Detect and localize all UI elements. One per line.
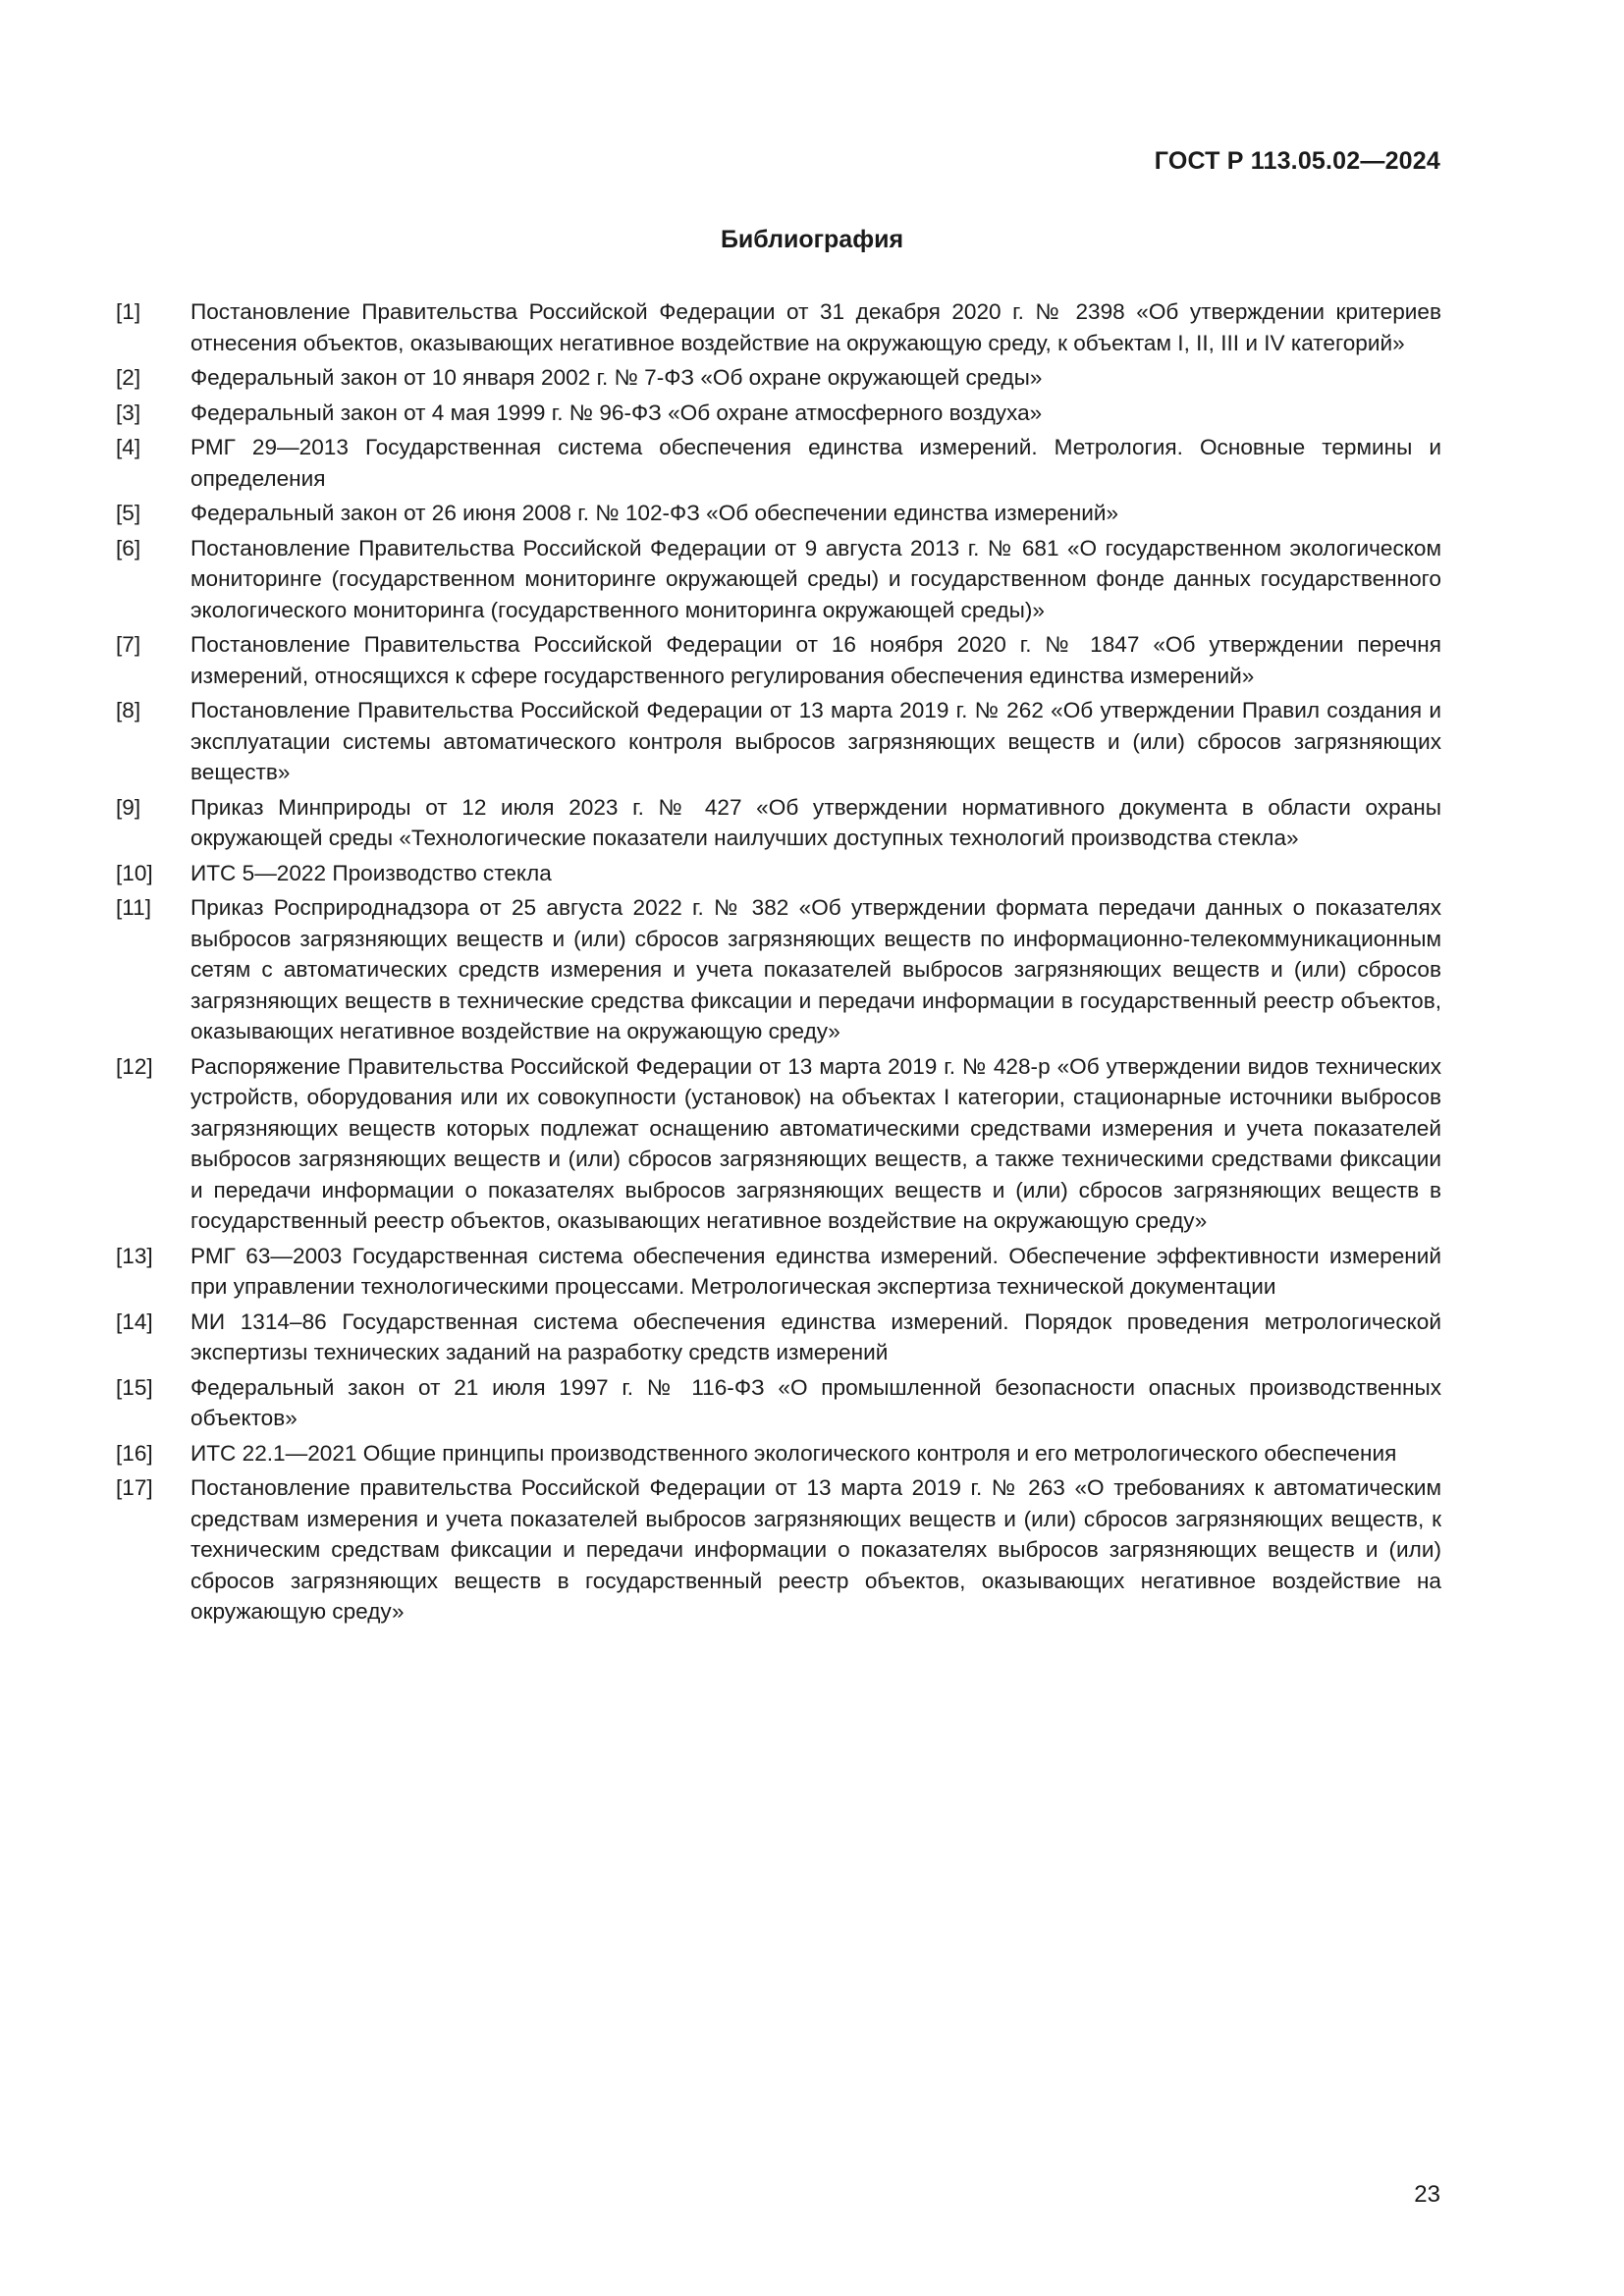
bibliography-item — [116, 1241, 1441, 1303]
reference-number: [9] — [116, 794, 141, 820]
reference-number: [11] — [116, 895, 152, 920]
reference-text: МИ 1314–86 Государственная система обеспечения единства измерений. Порядок проведения метрологической экспертизы технических заданий на разработку средств измерений — [190, 1308, 1441, 1364]
reference-text: Постановление Правительства Российской Федерации от 13 марта 2019 г. № 262 «Об утверждении Правил создания и эксплуатации системы автоматического контроля выбросов загрязняющих веществ и (или) сбросов загрязняющих веществ» — [190, 698, 1441, 784]
reference-number: [12] — [116, 1053, 153, 1079]
bibliography-item — [116, 1372, 1441, 1434]
bibliography-item — [116, 498, 1441, 529]
bibliography-item — [116, 296, 1441, 358]
reference-number: [6] — [116, 535, 141, 561]
reference-number: [8] — [116, 698, 141, 722]
section-title: Библиография — [720, 226, 904, 253]
bibliography-item — [116, 892, 1441, 1047]
reference-number: [15] — [116, 1374, 153, 1400]
reference-number: [7] — [116, 632, 141, 657]
page-number: 23 — [1414, 2181, 1440, 2208]
reference-text: РМГ 63—2003 Государственная система обеспечения единства измерений. Обеспечение эффективности измерений при управлении технологическими процессами. Метрологическая экспертиза технической документации — [190, 1243, 1441, 1299]
reference-text: Федеральный закон от 4 мая 1999 г. № 96-ФЗ «Об охране атмосферного воздуха» — [190, 400, 1043, 425]
reference-number: [10] — [116, 860, 153, 885]
bibliography-item — [116, 858, 1441, 889]
reference-text: ИТС 22.1—2021 Общие принципы производственного экологического контроля и его метрологического обеспечения — [190, 1440, 1397, 1466]
bibliography-list — [116, 296, 1441, 1631]
reference-text: Приказ Росприроднадзора от 25 августа 2022 г. № 382 «Об утверждении формата передачи данных о показателях выбросов загрязняющих веществ и (или) сбросов загрязняющих веществ по информационно-телекоммуникационным сетям с автоматических средств измерения и учета показателей выбросов загрязняющих веществ и (или) сбросов загрязняющих веществ в технические средства фиксации и передачи информации в государственный реестр объектов, оказывающих негативное воздействие на окружающую среду» — [190, 895, 1441, 1043]
reference-text: Распоряжение Правительства Российской Федерации от 13 марта 2019 г. № 428-р «Об утверждении видов технических устройств, оборудования или их совокупности (установок) на объектах I категории, стационарные источники выбросов загрязняющих веществ которых подлежат оснащению автоматическими средствами измерения и учета показателей выбросов загрязняющих веществ и (или) сбросов загрязняющих веществ, а также техническими средствами фиксации и передачи информации о показателях выбросов загрязняющих веществ и (или) сбросов загрязняющих веществ в государственный реестр объектов, оказывающих негативное воздействие на окружающую среду» — [190, 1053, 1441, 1233]
reference-number: [2] — [116, 365, 141, 390]
bibliography-item — [116, 1472, 1441, 1628]
bibliography-item — [116, 1438, 1441, 1469]
document-code: ГОСТ Р 113.05.02—2024 — [1154, 147, 1440, 175]
reference-text: Постановление правительства Российской Федерации от 13 марта 2019 г. № 263 «О требованиях к автоматическим средствам измерения и учета показателей выбросов загрязняющих веществ и (или) сбросов загрязняющих веществ, к техническим средствам фиксации и передачи информации о показателях выбросов загрязняющих веществ и (или) сбросов загрязняющих веществ в государственный реестр объектов, оказывающих негативное воздействие на окружающую среду» — [190, 1475, 1441, 1624]
bibliography-item — [116, 792, 1441, 854]
bibliography-item — [116, 695, 1441, 788]
reference-text: ИТС 5—2022 Производство стекла — [190, 860, 552, 885]
reference-text: Постановление Правительства Российской Федерации от 31 декабря 2020 г. № 2398 «Об утверждении критериев отнесения объектов, оказывающих негативное воздействие на окружающую среду, к объектам I, II, III и IV категорий» — [190, 299, 1441, 355]
bibliography-item — [116, 398, 1441, 429]
bibliography-item — [116, 1307, 1441, 1368]
reference-number: [13] — [116, 1243, 153, 1268]
reference-number: [14] — [116, 1308, 153, 1334]
reference-number: [3] — [116, 400, 141, 425]
reference-number: [5] — [116, 501, 141, 525]
reference-text: Федеральный закон от 26 июня 2008 г. № 102-ФЗ «Об обеспечении единства измерений» — [190, 501, 1119, 525]
bibliography-item — [116, 629, 1441, 691]
bibliography-item — [116, 533, 1441, 626]
reference-number: [16] — [116, 1440, 153, 1466]
reference-text: Постановление Правительства Российской Федерации от 16 ноября 2020 г. № 1847 «Об утверждении перечня измерений, относящихся к сфере государственного регулирования обеспечения единства измерений» — [190, 632, 1441, 688]
reference-text: Федеральный закон от 21 июля 1997 г. № 116-ФЗ «О промышленной безопасности опасных производственных объектов» — [190, 1374, 1441, 1430]
reference-text: Федеральный закон от 10 января 2002 г. № 7-ФЗ «Об охране окружающей среды» — [190, 365, 1043, 390]
reference-text: Постановление Правительства Российской Федерации от 9 августа 2013 г. № 681 «О государственном экологическом мониторинге (государственном мониторинге окружающей среды) и государственном фонде данных государственного экологического мониторинга (государственного мониторинга окружающей среды)» — [190, 535, 1441, 622]
reference-number: [17] — [116, 1475, 153, 1500]
bibliography-item — [116, 1051, 1441, 1237]
reference-number: [1] — [116, 299, 141, 324]
reference-text: Приказ Минприроды от 12 июля 2023 г. № 427 «Об утверждении нормативного документа в области охраны окружающей среды «Технологические показатели наилучших доступных технологий производства стекла» — [190, 794, 1441, 850]
bibliography-item — [116, 432, 1441, 494]
reference-number: [4] — [116, 435, 141, 459]
reference-text: РМГ 29—2013 Государственная система обеспечения единства измерений. Метрология. Основные термины и определения — [190, 435, 1441, 491]
bibliography-item — [116, 362, 1441, 394]
